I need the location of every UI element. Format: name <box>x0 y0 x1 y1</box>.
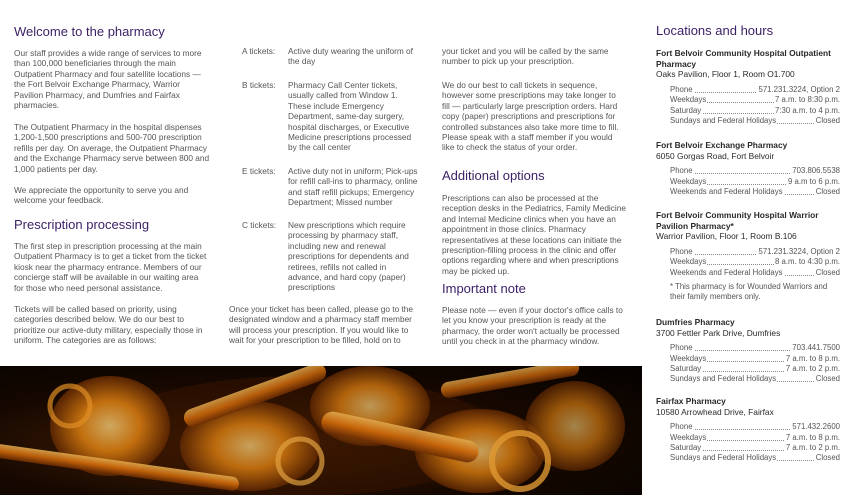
hours-row <box>670 364 840 374</box>
hours-row <box>670 374 840 384</box>
welcome-paragraph-3: We appreciate the opportunity to serve you and welcome your feedback. <box>14 185 189 206</box>
location-name: Fort Belvoir Community Hospital Warrior Pavilion Pharmacy* <box>656 210 819 231</box>
row-label: Sundays and Federal Holidays <box>670 115 777 125</box>
hours-row <box>670 257 840 267</box>
location-warrior-pavilion <box>656 210 846 303</box>
row-label: Weekdays <box>670 95 707 105</box>
row-value: 7 a.m. to 2 p.m. <box>785 363 840 373</box>
location-exchange <box>656 140 846 197</box>
hours-row <box>670 453 840 463</box>
col3-paragraph-1: your ticket and you will be called by the same number to pick up your prescription. <box>442 46 609 67</box>
ticket-label: E tickets: <box>242 166 276 176</box>
hours-row <box>670 95 840 105</box>
processing-paragraph-1: The first step in prescription processing at the main Outpatient Pharmacy is to get a ticket from the ticket kiosk near the pharmacy entrance. Members of our concierge staff will be available in our waiting area for those who need personal assistance. <box>14 241 207 293</box>
hours-row <box>670 433 840 443</box>
row-value: Closed <box>815 453 840 463</box>
location-address: Oaks Pavilion, Floor 1, Room O1.700 <box>656 69 795 80</box>
row-value: 571.231.3224, Option 2 <box>758 246 840 256</box>
additional-options-heading: Additional options <box>442 168 545 183</box>
ticket-label: C tickets: <box>242 220 277 230</box>
row-value: 7 a.m. to 8:30 p.m. <box>774 95 840 105</box>
location-address: Warrior Pavilion, Floor 1, Room B.106 <box>656 231 797 242</box>
hours-row <box>670 177 840 187</box>
row-value: Closed <box>815 374 840 384</box>
location-dumfries <box>656 317 846 385</box>
hours-row <box>670 343 840 353</box>
important-note-text: Please note — even if your doctor's office calls to let you know your prescription is ready at the pharmacy, the order won't actually be processed until you check in at the pharmacy window. <box>442 305 623 347</box>
pill-bottles-illustration <box>0 366 642 495</box>
welcome-paragraph-2: The Outpatient Pharmacy in the hospital dispenses 1,200-1,500 prescriptions and 500-700 prescription refills per day. On average, the Outpatient Pharmacy and the Exchange Pharmacy serve between 800 and 1,000 patients per day. <box>14 122 210 174</box>
row-value: Closed <box>815 186 840 196</box>
location-fairfax <box>656 396 846 464</box>
row-label: Weekends and Federal Holidays <box>670 186 783 196</box>
hours-row <box>670 116 840 126</box>
welcome-heading: Welcome to the pharmacy <box>14 24 165 39</box>
row-label: Phone <box>670 246 693 256</box>
processing-paragraph-2: Tickets will be called based on priority, using categories described below. We do our best to prioritize our active-duty military, especially those in uniform. The categories are as follows: <box>14 304 203 346</box>
ticket-description: New prescriptions which require processing by pharmacy staff, including new and renewal prescriptions for dependents and retirees, refills not called in advance, and hard copy (paper) prescriptions <box>288 220 409 293</box>
row-label: Phone <box>670 343 693 353</box>
row-value: Closed <box>815 115 840 125</box>
ticket-description: Active duty wearing the uniform of the day <box>288 46 413 67</box>
row-value: 7 a.m. to 8 p.m. <box>785 353 840 363</box>
location-address: 10580 Arrowhead Drive, Fairfax <box>656 406 774 417</box>
row-value: 7:30 a.m. to 4 p.m. <box>774 105 840 115</box>
col3-paragraph-2: We do our best to call tickets in sequence, however some prescriptions may take longer to fill — particularly large prescription orders. Hard copy (paper) prescriptions and prescriptions for controlled substances also take more time to fill. Please speak with a staff member if you would like to check the status of your order. <box>442 80 619 153</box>
row-label: Weekdays <box>670 176 707 186</box>
row-label: Sundays and Federal Holidays <box>670 374 777 384</box>
hours-row <box>670 106 840 116</box>
location-name: Fort Belvoir Exchange Pharmacy <box>656 140 788 150</box>
hours-row <box>670 443 840 453</box>
row-label: Sundays and Federal Holidays <box>670 453 777 463</box>
additional-options-text: Prescriptions can also be processed at the reception desks in the Pediatrics, Family Medicine and Internal Medicine clinics when you have an appointment in those clinics. Pharmacy representatives at these locations can initiate the prescription-filling process in the clinic and offer options regarding where and when prescriptions may be picked up. <box>442 193 626 276</box>
row-value: 571.432.2600 <box>792 422 840 432</box>
wounded-warrior-note: * This pharmacy is for Wounded Warriors and their family members only. <box>670 281 828 302</box>
row-value: Closed <box>815 267 840 277</box>
row-label: Weekdays <box>670 432 707 442</box>
location-name: Fort Belvoir Community Hospital Outpatient Pharmacy <box>656 48 831 69</box>
row-value: 8 a.m. to 4:30 p.m. <box>774 257 840 267</box>
row-label: Saturday <box>670 105 702 115</box>
hours-row <box>670 422 840 432</box>
ticket-called-paragraph: Once your ticket has been called, please go to the designated window and a pharmacy staff member will process your prescription. If you would like to wait for your prescription to be filled, hold on to <box>229 304 414 346</box>
ticket-description: Pharmacy Call Center tickets, usually called from Window 1. These include Emergency Department, same-day surgery, hospital discharges, or Executive Medicine prescriptions processed by the call center <box>288 80 412 153</box>
hours-row <box>670 247 840 257</box>
hours-row <box>670 354 840 364</box>
row-value: 703.441.7500 <box>792 343 840 353</box>
row-label: Weekends and Federal Holidays <box>670 267 783 277</box>
location-address: 6050 Gorgas Road, Fort Belvoir <box>656 150 775 161</box>
hours-row <box>670 187 840 197</box>
row-label: Weekdays <box>670 257 707 267</box>
row-value: 703.806.5538 <box>792 166 840 176</box>
row-label: Phone <box>670 84 693 94</box>
ticket-label: A tickets: <box>242 46 276 56</box>
locations-heading: Locations and hours <box>656 23 774 38</box>
pill-bottles-photo <box>0 366 642 495</box>
important-note-heading: Important note <box>442 281 526 296</box>
location-outpatient <box>656 48 846 126</box>
row-label: Saturday <box>670 363 702 373</box>
processing-heading: Prescription processing <box>14 217 150 232</box>
hours-row <box>670 268 840 278</box>
row-value: 7 a.m. to 2 p.m. <box>785 442 840 452</box>
hours-row <box>670 85 840 95</box>
hours-row <box>670 166 840 176</box>
ticket-description: Active duty not in uniform; Pick-ups for refill call-ins to pharmacy, online and staff refill pickups; Emergency Department; Missed number <box>288 166 418 208</box>
row-label: Phone <box>670 166 693 176</box>
row-label: Weekdays <box>670 353 707 363</box>
row-value: 571.231.3224, Option 2 <box>758 84 840 94</box>
location-name: Fairfax Pharmacy <box>656 396 726 406</box>
location-name: Dumfries Pharmacy <box>656 317 735 327</box>
row-value: 9 a.m to 6 p.m. <box>787 176 840 186</box>
location-address: 3700 Fettler Park Drive, Dumfries <box>656 327 781 338</box>
row-label: Phone <box>670 422 693 432</box>
row-label: Saturday <box>670 442 702 452</box>
ticket-label: B tickets: <box>242 80 276 90</box>
welcome-paragraph-1: Our staff provides a wide range of services to more than 100,000 beneficiaries through the main Outpatient Pharmacy and four satellite locations — the Fort Belvoir Exchange Pharmacy, Warrior Pavilion Pharmacy, and Dumfries and Fairfax pharmacies. <box>14 48 202 111</box>
row-value: 7 a.m. to 8 p.m. <box>785 432 840 442</box>
